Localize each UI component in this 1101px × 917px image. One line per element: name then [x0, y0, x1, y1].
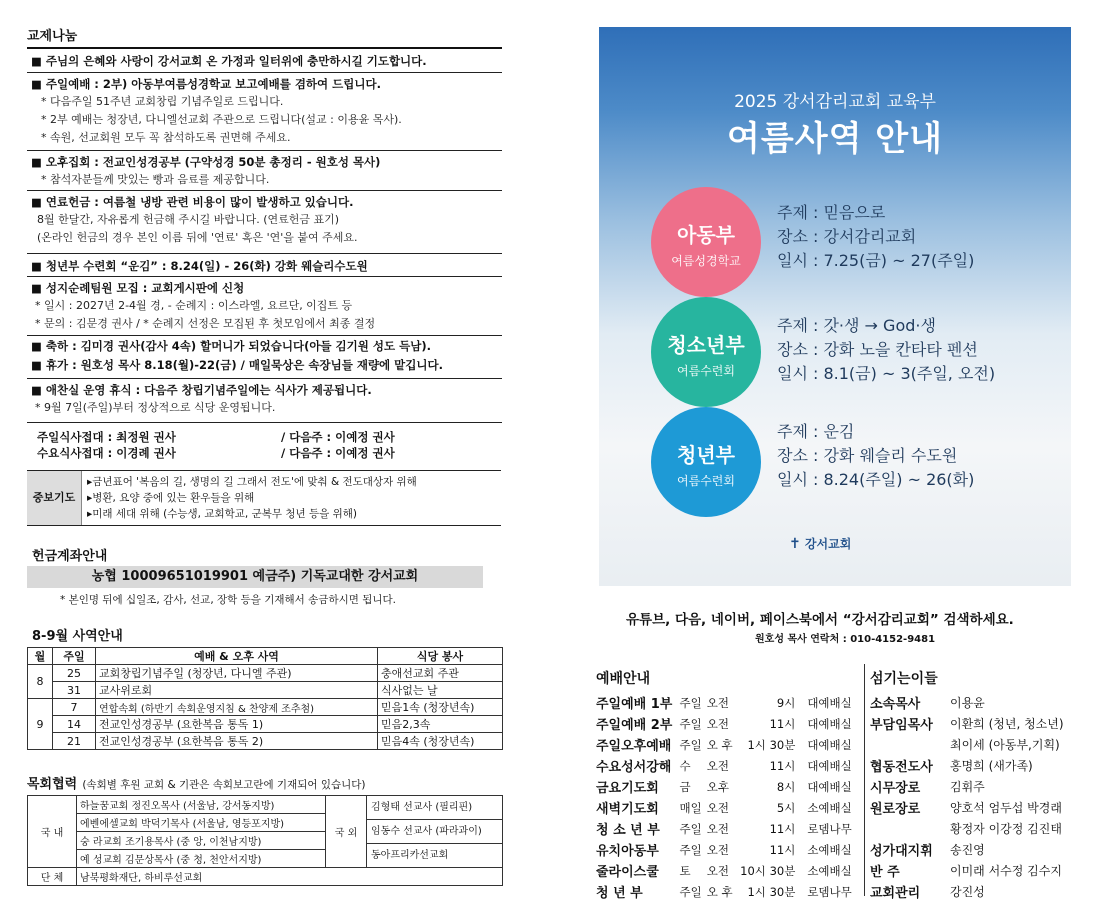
servant-row: [870, 797, 1068, 818]
dept-sub: 여름수련회: [677, 364, 735, 378]
dept-line: 장소 : 강화 웨슬리 수도원: [777, 446, 958, 465]
dept-circle-children: [651, 187, 761, 297]
announcement-head: ■ 청년부 수련회 “운김” : 8.24(일) - 26(화) 강화 웨슬리수도원: [31, 259, 368, 273]
worship-ampm: 오전: [706, 695, 730, 710]
schedule-title: 8-9월 사역안내: [32, 629, 123, 644]
servant-names: 이미래 서수정 김수지: [950, 864, 1062, 878]
worship-place: 대예배실: [807, 716, 852, 731]
intercession-line: ▸금년표어 '복음의 길, 생명의 길 그래서 전도'에 맞춰 & 전도대상자 위해: [87, 476, 417, 488]
schedule-work: 교사위로회: [96, 682, 378, 699]
mission-group-label: 단 체: [28, 868, 77, 886]
reception-right: / 다음주 : 이예정 권사: [281, 430, 395, 444]
servant-role: 부담임목사: [870, 718, 933, 733]
worship-name: 수요성서강해: [596, 760, 672, 775]
worship-name: 새벽기도회: [596, 802, 659, 817]
summer-ministry-poster: [599, 27, 1071, 586]
worship-name: 주일오후예배: [596, 739, 672, 754]
schedule-work: 연합속회 (하반기 속회운영지침 & 찬양제 조추첨): [96, 699, 378, 716]
worship-ampm: 오후: [706, 779, 730, 794]
announcement-sub: (온라인 헌금의 경우 본인 이름 뒤에 '연료' 혹은 '연'을 붙여 주세요.: [37, 231, 358, 244]
worship-list: [596, 692, 858, 902]
worship-row: [596, 692, 858, 713]
intercession-line: ▸미래 세대 위해 (수능생, 교회학교, 군복무 청년 등을 위해): [87, 508, 357, 520]
announcements: [27, 45, 502, 465]
intercession-label-text: 중보기도: [32, 491, 76, 504]
worship-time: 8시: [776, 779, 796, 794]
worship-row: [596, 818, 858, 839]
schedule-table: [27, 647, 503, 750]
servants-list: [870, 692, 1080, 902]
servant-names: 최이세 (아동부,기획): [950, 738, 1060, 752]
schedule-food: 믿음4속 (청장년속): [378, 733, 503, 750]
worship-row: [596, 776, 858, 797]
dept-line: 일시 : 8.1(금) ~ 3(주일, 오전): [777, 364, 996, 383]
servants-table: [870, 692, 1068, 902]
schedule-work: 전교인성경공부 (요한복음 통독 2): [96, 733, 378, 750]
mission-group: 남북평화재단, 하비루선교회: [77, 868, 503, 886]
worship-name: 금요기도회: [596, 781, 659, 796]
schedule-day: 21: [53, 733, 96, 750]
worship-row: [596, 734, 858, 755]
worship-ampm: 오전: [706, 863, 730, 878]
servant-role: 성가대지휘: [870, 844, 933, 859]
worship-time: 11시: [769, 758, 796, 773]
dept-line: 주제 : 믿음으로: [777, 203, 886, 222]
dept-line: 주제 : 갓·생 → God·생: [777, 316, 936, 335]
worship-place: 대예배실: [807, 758, 852, 773]
mission-title: 목회협력: [27, 777, 78, 792]
servant-row: [870, 692, 1068, 713]
worship-place: 대예배실: [807, 695, 852, 710]
worship-name: 줄라이스쿨: [596, 865, 659, 880]
worship-row: [596, 755, 858, 776]
servant-names: 송진영: [950, 843, 985, 857]
dept-name: 청년부: [677, 443, 735, 467]
servant-names: 이환희 (청년, 청소년): [950, 717, 1064, 731]
dept-circle-young-adult: [651, 407, 761, 517]
cross-icon: ✝: [789, 536, 801, 552]
reception-right: / 다음주 : 이예정 권사: [281, 446, 395, 460]
worship-time: 5시: [776, 800, 796, 815]
worship-time: 1시 30분: [747, 884, 796, 899]
search-notice: 유튜브, 다음, 네이버, 페이스북에서 “강서감리교회” 검색하세요.: [626, 612, 1014, 628]
announcement-sub: * 참석자분들께 맛있는 빵과 음료를 제공합니다.: [41, 173, 270, 186]
servant-role: [870, 818, 950, 839]
worship-place: 소예배실: [807, 800, 852, 815]
worship-time: 9시: [776, 695, 796, 710]
servants-title: 섬기는이들: [870, 671, 938, 687]
announcement-sub: * 문의 : 김문경 권사 / * 순례지 선정은 모집된 후 첫모임에서 최종 결정: [35, 317, 376, 330]
announcement-sub: * 다음주일 51주년 교회창립 기념주일로 드립니다.: [41, 95, 284, 108]
dept-line: 장소 : 강화 노을 칸타타 펜션: [777, 340, 978, 359]
announcement-head: ■ 오후집회 : 전교인성경공부 (구약성경 50분 총정리 - 원호성 목사): [31, 155, 381, 169]
servant-row: [870, 881, 1068, 902]
mission-domestic-label: 국 내: [28, 796, 77, 868]
servant-row: [870, 860, 1068, 881]
dept-name: 청소년부: [667, 333, 745, 357]
mission-foreign-item: 동아프리카선교회: [371, 850, 449, 861]
worship-ampm: 오전: [706, 716, 730, 731]
worship-row: [596, 839, 858, 860]
mission-domestic-item: 하늘꿈교회 정진오목사 (서울남, 강서동지방): [77, 796, 326, 814]
servant-row: [870, 776, 1068, 797]
announcement-sub: * 2부 예배는 청장년, 다니엘선교회 주관으로 드립니다(설교 : 이용윤 목사).: [41, 113, 402, 126]
worship-place: 대예배실: [807, 737, 852, 752]
servant-role: [870, 734, 950, 755]
schedule-header: 예배 & 오후 사역: [96, 648, 378, 665]
servant-row: [870, 713, 1068, 734]
worship-time: 10시 30분: [740, 863, 796, 878]
schedule-food: 믿음2,3속: [378, 716, 503, 733]
intercession-label: [27, 471, 82, 525]
schedule-day: 7: [53, 699, 96, 716]
section-title-fellowship: 교제나눔: [27, 29, 78, 44]
schedule-day: 14: [53, 716, 96, 733]
schedule-header: 주일: [53, 648, 96, 665]
worship-day: 주일: [679, 884, 702, 899]
worship-day: 수: [679, 758, 691, 773]
worship-day: 주일: [679, 695, 702, 710]
dept-info-children: [777, 201, 974, 273]
prayer-line: ■ 주님의 은혜와 사랑이 강서교회 온 가정과 일터위에 충만하시길 기도합니다.: [31, 54, 427, 68]
announcement-head: ■ 휴가 : 원호성 목사 8.18(월)-22(금) / 매일묵상은 속장님들 재량에 맡깁니다.: [31, 358, 443, 372]
worship-place: 로뎀나무: [807, 821, 852, 836]
reception-left: 주일식사접대 : 최정원 권사: [37, 430, 176, 444]
dept-line: 장소 : 강서감리교회: [777, 227, 917, 246]
servant-row: [870, 755, 1068, 776]
worship-place: 대예배실: [807, 779, 852, 794]
mission-foreign-item: 김형태 선교사 (필리핀): [367, 796, 502, 820]
servant-role: 반 주: [870, 865, 900, 880]
mission-foreign-list: [367, 796, 503, 868]
worship-day: 주일: [679, 737, 702, 752]
schedule-food: 식사없는 날: [378, 682, 503, 699]
worship-time: 1시 30분: [747, 737, 796, 752]
church-logo: [789, 535, 851, 552]
dept-line: 일시 : 8.24(주일) ~ 26(화): [777, 470, 975, 489]
worship-row: [596, 713, 858, 734]
servant-names: 이용윤: [950, 696, 985, 710]
worship-place: 소예배실: [807, 863, 852, 878]
worship-ampm: 오전: [706, 800, 730, 815]
announcement-head: ■ 성지순례팀원 모집 : 교회게시판에 신청: [31, 281, 245, 295]
servant-role: 시무장로: [870, 781, 921, 796]
worship-row: [596, 797, 858, 818]
mission-foreign-label: 국 외: [326, 796, 367, 868]
announcement-sub: * 9월 7일(주일)부터 정상적으로 식당 운영됩니다.: [35, 401, 276, 414]
mission-foreign-item: 임동수 선교사 (파라과이): [367, 820, 502, 844]
worship-ampm: 오 후: [706, 737, 733, 752]
worship-ampm: 오전: [706, 821, 730, 836]
schedule-month: 9: [28, 699, 53, 750]
schedule-day: 31: [53, 682, 96, 699]
worship-row: [596, 881, 858, 902]
worship-time: 11시: [769, 716, 796, 731]
worship-name: 주일예배 1부: [596, 697, 673, 712]
worship-ampm: 오 후: [706, 884, 733, 899]
servant-role: 원로장로: [870, 802, 921, 817]
worship-title: 예배안내: [596, 671, 651, 687]
servant-row: [870, 839, 1068, 860]
dept-name: 아동부: [677, 223, 735, 247]
dept-info-youth: [777, 314, 995, 386]
announcement-head: ■ 주일예배 : 2부) 아동부여름성경학교 보고예배를 겸하여 드립니다.: [31, 77, 381, 91]
servant-names: 황정자 이강정 김진태: [950, 822, 1062, 836]
dept-line: 주제 : 운김: [777, 422, 855, 441]
schedule-food: 충애선교회 주관: [378, 665, 503, 682]
intercession-line: ▸병환, 요양 중에 있는 환우들을 위해: [87, 492, 255, 504]
worship-name: 청 소 년 부: [596, 823, 660, 838]
servant-row: [870, 818, 1068, 839]
poster-year-line: 2025 강서감리교회 교육부: [734, 92, 936, 112]
worship-name: 유치아동부: [596, 844, 659, 859]
servant-role: 교회관리: [870, 886, 921, 901]
dept-sub: 여름수련회: [677, 474, 735, 488]
schedule-month: 8: [28, 665, 53, 699]
servant-names: 김휘주: [950, 780, 985, 794]
worship-time: 11시: [769, 842, 796, 857]
servant-names: 양호석 엄두섭 박경래: [950, 801, 1062, 815]
dept-sub: 여름성경학교: [671, 254, 741, 268]
worship-day: 매일: [679, 800, 702, 815]
worship-place: 소예배실: [807, 842, 852, 857]
worship-time: 11시: [769, 821, 796, 836]
poster-title: 여름사역 안내: [727, 119, 943, 159]
servant-names: 강진성: [950, 885, 985, 899]
mission-domestic-item: 숭 라교회 조기용목사 (중 앙, 이천남지방): [77, 832, 326, 850]
worship-ampm: 오전: [706, 758, 730, 773]
worship-day: 주일: [679, 842, 702, 857]
reception-left: 수요식사접대 : 이경례 권사: [37, 446, 176, 460]
announcement-head: ■ 축하 : 김미경 권사(감사 4속) 할머니가 되었습니다(아들 김기원 성도 득남).: [31, 339, 431, 353]
announcement-sub: * 속원, 선교회원 모두 꼭 참석하도록 권면해 주세요.: [41, 131, 291, 144]
servant-row: [870, 734, 1068, 755]
schedule-food: 믿음1속 (청장년속): [378, 699, 503, 716]
dept-info-young-adult: [777, 420, 974, 492]
worship-table: [596, 692, 858, 902]
contact-line: 원호성 목사 연락처 : 010-4152-9481: [755, 634, 936, 645]
servant-role: 협동전도사: [870, 760, 933, 775]
announcement-head: ■ 애찬실 운영 휴식 : 다음주 창립기념주일에는 식사가 제공됩니다.: [31, 383, 372, 397]
schedule-header: 식당 봉사: [378, 648, 503, 665]
worship-name: 청 년 부: [596, 886, 643, 901]
worship-ampm: 오전: [706, 842, 730, 857]
schedule-work: 전교인성경공부 (요한복음 통독 1): [96, 716, 378, 733]
mission-domestic-item: 예 성교회 김문상목사 (중 청, 천안서지방): [77, 850, 326, 868]
mission-domestic-item: 에벤에셀교회 박덕기목사 (서울남, 영등포지방): [77, 814, 326, 832]
column-divider: [864, 664, 865, 896]
account-bank: 농협 10009651019901 예금주) 기독교대한 강서교회: [91, 569, 419, 584]
announcement-sub: * 일시 : 2027년 2-4월 경, - 순례지 : 이스라엘, 요르단, 이집트 등: [35, 299, 353, 312]
mission-table: [27, 795, 503, 886]
servant-names: 홍명희 (새가족): [950, 759, 1033, 773]
church-logo-text: 강서교회: [804, 537, 852, 551]
announcement-head: ■ 연료헌금 : 여름철 냉방 관련 비용이 많이 발생하고 있습니다.: [31, 195, 354, 209]
worship-place: 로뎀나무: [807, 884, 852, 899]
account-title: 헌금계좌안내: [32, 549, 108, 564]
servant-role: 소속목사: [870, 697, 921, 712]
worship-name: 주일예배 2부: [596, 718, 673, 733]
intercession-box: [27, 470, 501, 526]
account-bar: [27, 566, 483, 588]
dept-circle-youth: [651, 297, 761, 407]
mission-note: (속회별 후원 교회 & 기관은 속회보고란에 기재되어 있습니다): [82, 779, 366, 791]
account-note: * 본인명 뒤에 십일조, 감사, 선교, 장학 등을 기재해서 송금하시면 됩니다.: [60, 594, 396, 606]
mission-heading: [27, 773, 366, 792]
schedule-header: 월: [28, 648, 53, 665]
schedule-work: 교회창립기념주일 (청장년, 다니엘 주관): [96, 665, 378, 682]
worship-day: 금: [679, 779, 691, 794]
announcement-sub: 8월 한달간, 자유롭게 헌금해 주시길 바랍니다. (연료헌금 표기): [37, 213, 340, 226]
dept-line: 일시 : 7.25(금) ~ 27(주일): [777, 251, 975, 270]
worship-day: 주일: [679, 716, 702, 731]
worship-day: 토: [679, 863, 691, 878]
schedule-day: 25: [53, 665, 96, 682]
worship-row: [596, 860, 858, 881]
worship-day: 주일: [679, 821, 702, 836]
